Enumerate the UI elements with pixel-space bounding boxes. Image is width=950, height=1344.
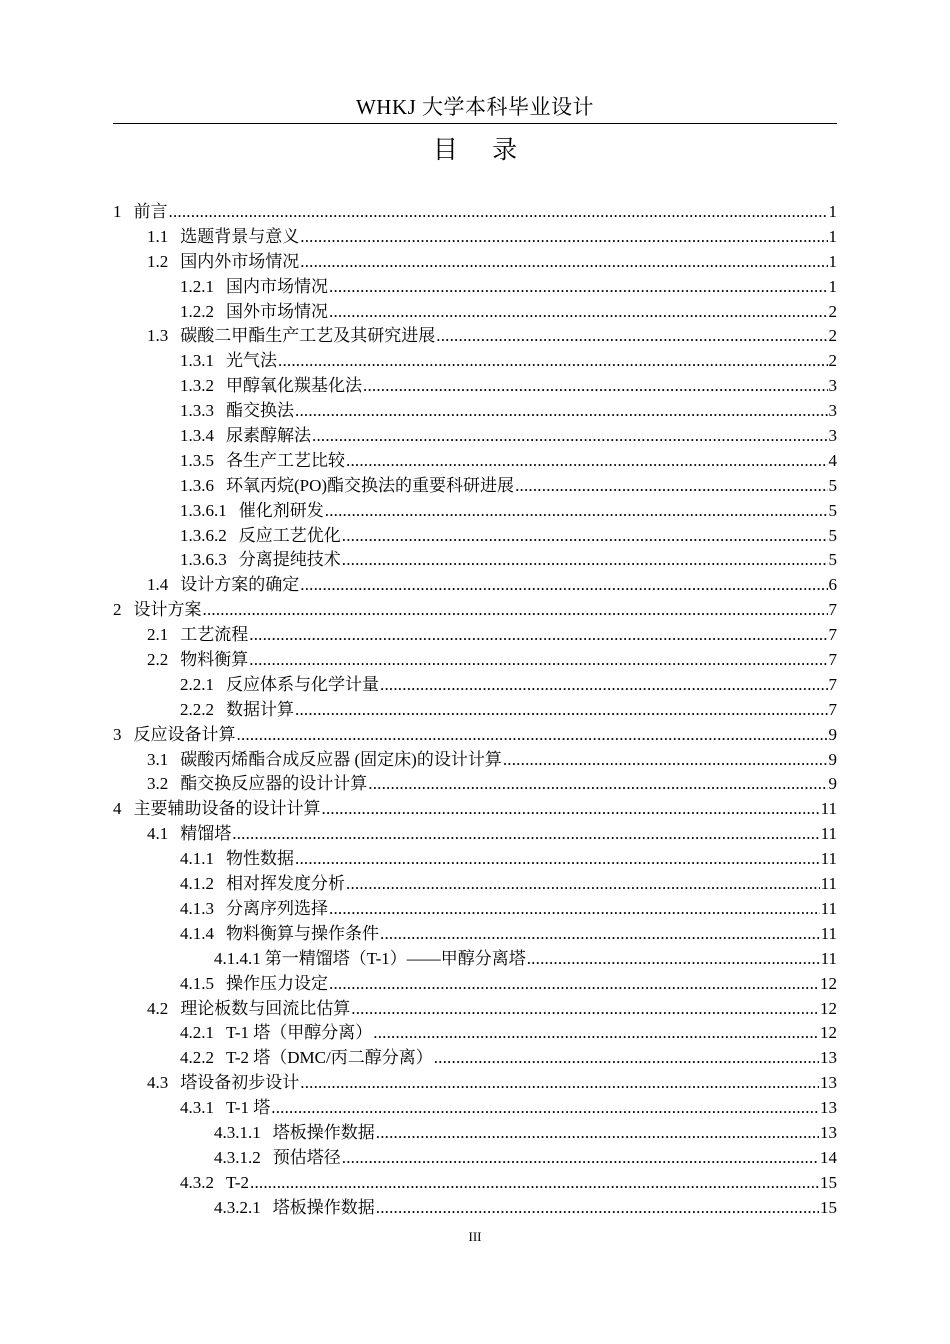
toc-entry[interactable] [113, 872, 837, 897]
toc-entry-number: 1.3.6 [180, 475, 214, 495]
toc-entry[interactable] [113, 1146, 837, 1171]
toc-entry[interactable] [113, 324, 837, 349]
toc-entry-page: 13 [820, 1098, 837, 1118]
toc-entry-page: 3 [828, 376, 837, 396]
toc-entry-number: 4.1.4.1 [214, 948, 261, 968]
toc-entry[interactable] [113, 1096, 837, 1121]
toc-entry-number: 1.2.2 [180, 301, 214, 321]
toc-entry[interactable] [113, 1046, 837, 1071]
toc-dot-leader [368, 772, 827, 797]
toc-entry[interactable] [113, 673, 837, 698]
toc-entry-number: 2.2.1 [180, 674, 214, 694]
toc-entry-title: 塔板操作数据 [272, 1197, 375, 1217]
toc-entry-number: 1 [113, 202, 122, 221]
toc-entry[interactable] [113, 1196, 837, 1221]
toc-entry-page: 11 [820, 824, 837, 844]
toc-dot-leader [295, 847, 820, 872]
toc-entry-title: 国内外市场情况 [180, 251, 300, 271]
toc-entry-page: 13 [820, 1073, 837, 1093]
toc-entry-title: 主要辅助设备的设计计算 [133, 799, 321, 819]
toc-entry[interactable] [113, 349, 837, 374]
running-header: WHKJ 大学本科毕业设计 [355, 95, 595, 119]
toc-dot-leader [342, 1146, 819, 1171]
toc-entry[interactable] [113, 748, 837, 773]
toc-entry-page: 3 [828, 426, 837, 446]
toc-dot-leader [295, 399, 828, 424]
toc-entry-number: 4.1.2 [180, 874, 214, 894]
toc-entry[interactable] [113, 648, 837, 673]
toc-dot-leader [380, 922, 820, 947]
toc-entry-page: 7 [828, 600, 837, 620]
toc-entry[interactable] [113, 723, 837, 748]
toc-dot-leader [250, 1171, 819, 1196]
toc-entry-title: 物性数据 [226, 849, 294, 869]
toc-dot-leader [503, 748, 828, 773]
toc-entry-title: 设计方案 [133, 600, 202, 620]
toc-entry-title: 碳酸丙烯酯合成反应器 (固定床)的设计计算 [180, 749, 502, 769]
toc-entry-number: 1.3.5 [180, 450, 214, 470]
toc-entry-page: 2 [828, 326, 837, 346]
toc-entry[interactable] [113, 972, 837, 997]
toc-entry-number: 4 [113, 799, 122, 819]
toc-entry-title: 国外市场情况 [226, 301, 328, 321]
toc-entry-number: 3.2 [147, 774, 169, 794]
toc-dot-leader [346, 449, 828, 474]
toc-dot-leader [351, 997, 819, 1022]
toc-entry-title: 数据计算 [226, 699, 294, 719]
toc-entry-page: 1 [828, 202, 837, 221]
toc-entry-number: 4.2.2 [180, 1048, 214, 1068]
toc-entry[interactable] [113, 548, 837, 573]
toc-entry-title: 反应工艺优化 [238, 525, 341, 545]
toc-entry-title: 分离提纯技术 [238, 550, 341, 570]
toc-entry-title: 设计方案的确定 [180, 575, 300, 595]
toc-entry-title: 酯交换法 [226, 401, 294, 421]
toc-entry[interactable] [113, 623, 837, 648]
toc-dot-leader [232, 822, 819, 847]
toc-entry[interactable] [113, 399, 837, 424]
toc-entry[interactable] [113, 200, 837, 225]
toc-entry-page: 7 [828, 699, 837, 719]
toc-entry-number: 1.1 [147, 226, 169, 246]
toc-entry-page: 12 [820, 1023, 837, 1043]
toc-entry[interactable] [113, 374, 837, 399]
toc-dot-leader [380, 673, 828, 698]
toc-entry[interactable] [113, 997, 837, 1022]
toc-entry-number: 4.1.4 [180, 923, 214, 943]
toc-entry-title: 选题背景与意义 [180, 226, 300, 246]
toc-entry[interactable] [113, 772, 837, 797]
toc-entry-page: 9 [828, 724, 837, 744]
toc-entry-number: 4.1.5 [180, 973, 214, 993]
toc-entry-number: 1.2 [147, 251, 169, 271]
toc-dot-leader [342, 524, 828, 549]
toc-entry-title: T-1 塔 [226, 1098, 271, 1118]
toc-entry-title: 塔板操作数据 [272, 1122, 375, 1142]
toc-entry-page: 5 [828, 500, 837, 520]
toc-entry[interactable] [113, 275, 837, 300]
toc-entry[interactable] [113, 474, 837, 499]
toc-entry-number: 3.1 [147, 749, 169, 769]
toc-entry-title: 催化剂研发 [238, 500, 324, 520]
toc-entry-number: 1.3.3 [180, 401, 214, 421]
toc-entry-number: 1.3.2 [180, 376, 214, 396]
toc-dot-leader [322, 797, 820, 822]
toc-entry[interactable] [113, 1121, 837, 1146]
toc-entry-number: 4.1.3 [180, 898, 214, 918]
toc-entry[interactable] [113, 524, 837, 549]
toc-dot-leader [329, 275, 828, 300]
toc-dot-leader [249, 648, 827, 673]
toc-entry[interactable] [113, 1071, 837, 1096]
toc-dot-leader [434, 1046, 819, 1071]
toc-entry-page: 7 [828, 625, 837, 645]
toc-entry-page: 1 [828, 276, 837, 296]
toc-entry-title: 反应设备计算 [133, 724, 236, 744]
toc-entry-number: 4.2 [147, 998, 169, 1018]
toc-entry-number: 2.2 [147, 650, 169, 670]
toc-entry-page: 11 [820, 849, 837, 869]
toc-entry-title: 分离序列选择 [226, 898, 328, 918]
toc-entry-page: 13 [820, 1048, 837, 1068]
toc-dot-leader [527, 947, 820, 972]
toc-dot-leader [436, 324, 827, 349]
toc-dot-leader [515, 474, 827, 499]
toc-entry-number: 1.3.6.1 [180, 500, 227, 520]
toc-dot-leader [329, 972, 819, 997]
toc-dot-leader [363, 374, 828, 399]
toc-dot-leader [203, 598, 828, 623]
toc-dot-leader [300, 225, 827, 250]
toc-entry-page: 3 [828, 401, 837, 421]
toc-dot-leader [346, 872, 820, 897]
toc-entry-page: 1 [828, 226, 837, 246]
toc-entry-title: 光气法 [226, 351, 277, 371]
toc-entry-title: T-1 塔（甲醇分离） [226, 1023, 373, 1043]
toc-entry-title: 工艺流程 [180, 625, 249, 645]
toc-dot-leader [325, 499, 828, 524]
toc-entry-page: 2 [828, 301, 837, 321]
toc-entry-title: T-2 [226, 1172, 249, 1192]
toc-dot-leader [295, 698, 828, 723]
toc-dot-leader [271, 1096, 819, 1121]
toc-dot-leader [329, 897, 820, 922]
toc-dot-leader [376, 1121, 819, 1146]
toc-entry-title: 预估塔径 [272, 1147, 341, 1167]
toc-entry-title: 国内市场情况 [226, 276, 328, 296]
toc-entry[interactable] [113, 225, 837, 250]
toc-entry-title: 物料衡算 [180, 650, 249, 670]
toc-entry-title: 操作压力设定 [226, 973, 328, 993]
toc-entry-page: 6 [828, 575, 837, 595]
toc-entry-number: 4.3.1.2 [214, 1147, 261, 1167]
toc-entry-page: 14 [820, 1147, 837, 1167]
toc-entry-title: 反应体系与化学计量 [226, 674, 379, 694]
toc-entry-page: 11 [820, 923, 837, 943]
toc-entry-number: 2 [113, 600, 122, 620]
toc-entry[interactable] [113, 847, 837, 872]
toc-entry-page: 11 [820, 799, 837, 819]
toc-entry-page: 15 [820, 1172, 837, 1192]
toc-entry-title: 精馏塔 [180, 824, 232, 844]
toc-entry[interactable] [113, 1171, 837, 1196]
toc-entry-page: 4 [828, 450, 837, 470]
toc-entry-page: 12 [820, 973, 837, 993]
toc-title: 目 录 [432, 137, 532, 164]
toc-entry-page: 11 [820, 874, 837, 894]
toc-entry-title: 甲醇氧化羰基化法 [226, 376, 362, 396]
toc-dot-leader [373, 1021, 819, 1046]
toc-entry-title: T-2 塔（DMC/丙二醇分离） [226, 1048, 433, 1068]
toc-entry-number: 4.3.1 [180, 1098, 214, 1118]
toc-dot-leader [312, 424, 828, 449]
toc-entry[interactable] [113, 300, 837, 325]
header-rule [113, 123, 837, 124]
toc-entry-page: 15 [820, 1197, 837, 1217]
toc-entry-number: 4.3.2 [180, 1172, 214, 1192]
toc-entry-page: 2 [828, 351, 837, 371]
toc-entry-title: 酯交换反应器的设计计算 [180, 774, 368, 794]
toc-entry[interactable] [113, 947, 837, 972]
toc-dot-leader [300, 250, 827, 275]
toc-entry-page: 5 [828, 475, 837, 495]
toc-dot-leader [300, 573, 827, 598]
toc-entry[interactable] [113, 797, 837, 822]
toc-entry[interactable] [113, 922, 837, 947]
toc-entry-title: 前言 [133, 202, 168, 221]
toc-dot-leader [342, 548, 828, 573]
toc-entry-title: 各生产工艺比较 [226, 450, 345, 470]
toc-entry[interactable] [113, 822, 837, 847]
toc-entry-page: 7 [828, 650, 837, 670]
toc-entry-number: 4.2.1 [180, 1023, 214, 1043]
toc-entry-page: 7 [828, 674, 837, 694]
toc-entry-title: 尿素醇解法 [226, 426, 311, 446]
toc-entry-number: 2.2.2 [180, 699, 214, 719]
toc-entry-page: 11 [820, 948, 837, 968]
toc-entry-page: 9 [828, 774, 837, 794]
toc-entry-number: 3 [113, 724, 122, 744]
toc-entry-number: 1.4 [147, 575, 169, 595]
toc-entry-number: 4.3 [147, 1073, 169, 1093]
toc-entry-title: 理论板数与回流比估算 [180, 998, 351, 1018]
toc-entry-page: 9 [828, 749, 837, 769]
toc-entry-number: 4.3.2.1 [214, 1197, 261, 1217]
toc-entry[interactable] [113, 449, 837, 474]
toc-entry-title: 相对挥发度分析 [226, 874, 345, 894]
toc-dot-leader [278, 349, 828, 374]
toc-entry[interactable] [113, 250, 837, 275]
toc-entry-number: 1.3.1 [180, 351, 214, 371]
table-of-contents [113, 200, 837, 1221]
toc-entry-title: 碳酸二甲酯生产工艺及其研究进展 [180, 326, 436, 346]
toc-entry-page: 11 [820, 898, 837, 918]
toc-entry-title: 第一精馏塔（T-1）——甲醇分离塔 [264, 948, 526, 968]
toc-entry-number: 1.3.6.2 [180, 525, 227, 545]
page-number: III [468, 1229, 482, 1244]
toc-entry-number: 1.3.4 [180, 426, 214, 446]
toc-entry-title: 塔设备初步设计 [180, 1073, 300, 1093]
toc-entry[interactable] [113, 1021, 837, 1046]
toc-entry-number: 4.1 [147, 824, 169, 844]
toc-dot-leader [237, 723, 828, 748]
toc-entry[interactable] [113, 598, 837, 623]
toc-entry-page: 12 [820, 998, 837, 1018]
toc-entry-title: 环氧丙烷(PO)酯交换法的重要科研进展 [226, 475, 515, 495]
toc-dot-leader [329, 300, 828, 325]
toc-entry[interactable] [113, 499, 837, 524]
toc-entry-number: 1.3.6.3 [180, 550, 227, 570]
toc-entry-number: 4.1.1 [180, 849, 214, 869]
toc-entry-page: 1 [828, 251, 837, 271]
toc-entry-page: 5 [828, 525, 837, 545]
toc-entry-number: 2.1 [147, 625, 169, 645]
toc-entry-page: 5 [828, 550, 837, 570]
toc-dot-leader [376, 1196, 819, 1221]
toc-dot-leader [169, 200, 828, 225]
toc-entry[interactable] [113, 573, 837, 598]
toc-dot-leader [249, 623, 827, 648]
toc-dot-leader [300, 1071, 819, 1096]
toc-entry-number: 1.2.1 [180, 276, 214, 296]
toc-entry-title: 物料衡算与操作条件 [226, 923, 379, 943]
toc-entry-number: 1.3 [147, 326, 169, 346]
toc-entry[interactable] [113, 897, 837, 922]
toc-entry[interactable] [113, 698, 837, 723]
toc-entry[interactable] [113, 424, 837, 449]
toc-entry-page: 13 [820, 1122, 837, 1142]
toc-entry-number: 4.3.1.1 [214, 1122, 261, 1142]
